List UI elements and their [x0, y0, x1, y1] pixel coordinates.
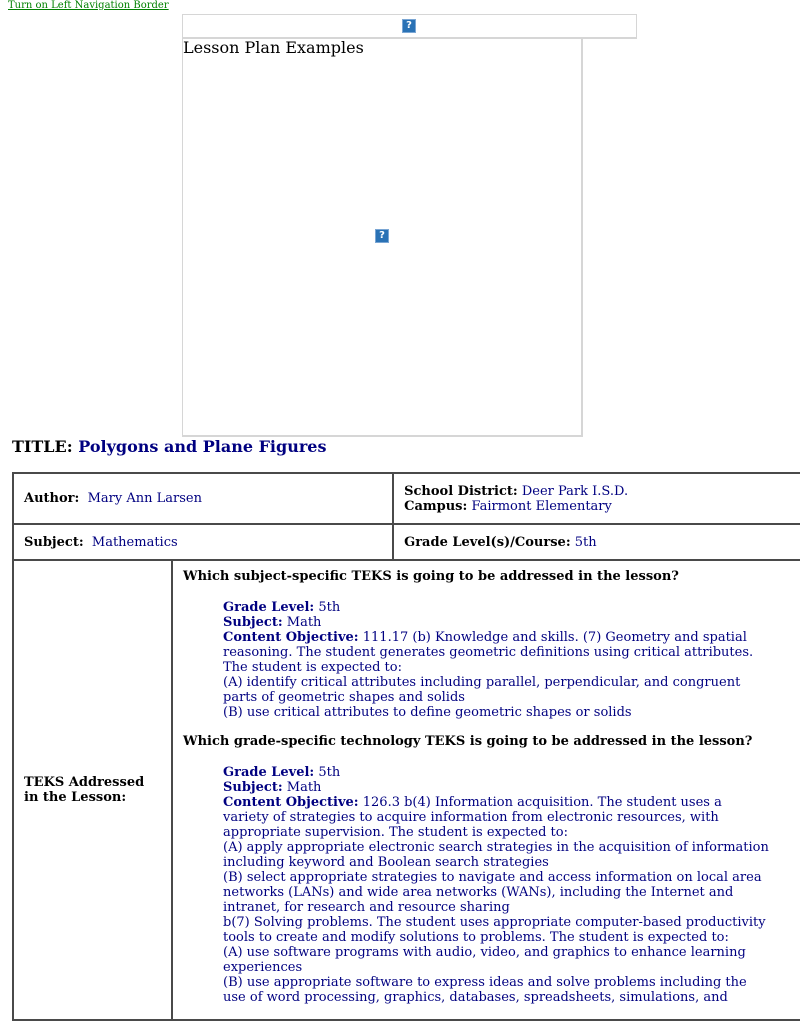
teks-label-cell [13, 560, 172, 1020]
subject-cell [13, 524, 393, 560]
lesson-plan-frame [182, 37, 583, 437]
grade-level-value: 5th [318, 765, 341, 780]
district-value: Deer Park I.S.D. [521, 483, 629, 499]
subject-value: Math [286, 615, 322, 630]
campus-label: Campus: [404, 498, 468, 514]
author-label: Author: [24, 491, 80, 506]
subject-label: Subject: [223, 615, 283, 630]
objective-line: (B) use appropriate software to express ideas and solve problems including the use of word processing, graphics, databases, spreadsheets, simulations, and [223, 975, 747, 1005]
top-banner-frame [182, 14, 637, 39]
campus-value: Fairmont Elementary [471, 498, 612, 514]
tech-teks-question: Which grade-specific technology TEKS is going to be addressed in the lesson? [183, 734, 753, 749]
teks-label: TEKS Addressed in the Lesson: [24, 775, 145, 805]
subject-label: Subject: [223, 780, 283, 795]
objective-line: (B) select appropriate strategies to navigate and access information on local area networks (LANs) and wide area networks (WANs), including the Internet and intranet, for research and resource sharing [223, 870, 762, 915]
objective-line: (A) use software programs with audio, video, and graphics to enhance learning experiences [223, 945, 746, 975]
grade-level-label: Grade Level: [223, 600, 315, 615]
objective-line: (A) identify critical attributes including parallel, perpendicular, and congruent parts of geometric shapes and solids [223, 675, 741, 705]
author-cell [13, 473, 393, 524]
content-objective-label: Content Objective: [223, 795, 359, 810]
subject-teks-question: Which subject-specific TEKS is going to be addressed in the lesson? [183, 569, 679, 584]
objective-line: b(7) Solving problems. The student uses appropriate computer-based productivity tools to create and modify solutions to problems. The student is expected to: [223, 915, 766, 945]
content-objective-label: Content Objective: [223, 630, 359, 645]
subject-label: Subject: [24, 534, 84, 550]
grade-label: Grade Level(s)/Course: [404, 534, 571, 550]
broken-image-icon: ? [402, 19, 416, 33]
grade-cell [393, 524, 800, 560]
objective-line: 126.3 b(4) Information acquisition. The student uses a variety of strategies to acquire information from electronic resources, with appropriate supervision. The student is expected to: [223, 795, 722, 840]
grade-level-value: 5th [318, 600, 341, 615]
title-label: TITLE: [12, 437, 73, 456]
turn-on-left-nav-link[interactable]: Turn on Left Navigation Border [8, 0, 169, 11]
grade-level-label: Grade Level: [223, 765, 315, 780]
frame-title: Lesson Plan Examples [183, 38, 364, 57]
tech-teks-block [223, 765, 800, 1005]
author-value: Mary Ann Larsen [87, 491, 202, 506]
subject-value: Mathematics [91, 534, 178, 550]
lesson-plan-table [12, 472, 800, 1021]
grade-value: 5th [574, 534, 597, 550]
objective-line: 111.17 (b) Knowledge and skills. (7) Geometry and spatial reasoning. The student generates geometric definitions using critical attributes. The student is expected to: [223, 630, 754, 675]
objective-line: (A) apply appropriate electronic search strategies in the acquisition of information including keyword and Boolean search strategies [223, 840, 769, 870]
subject-teks-block [223, 600, 800, 720]
subject-value: Math [286, 780, 322, 795]
school-cell [393, 473, 800, 524]
teks-content-cell [172, 560, 800, 1020]
page-title [12, 437, 326, 456]
title-value: Polygons and Plane Figures [78, 437, 327, 456]
objective-line: (B) use critical attributes to define geometric shapes or solids [223, 705, 632, 720]
district-label: School District: [404, 483, 518, 499]
broken-image-icon: ? [375, 229, 389, 243]
